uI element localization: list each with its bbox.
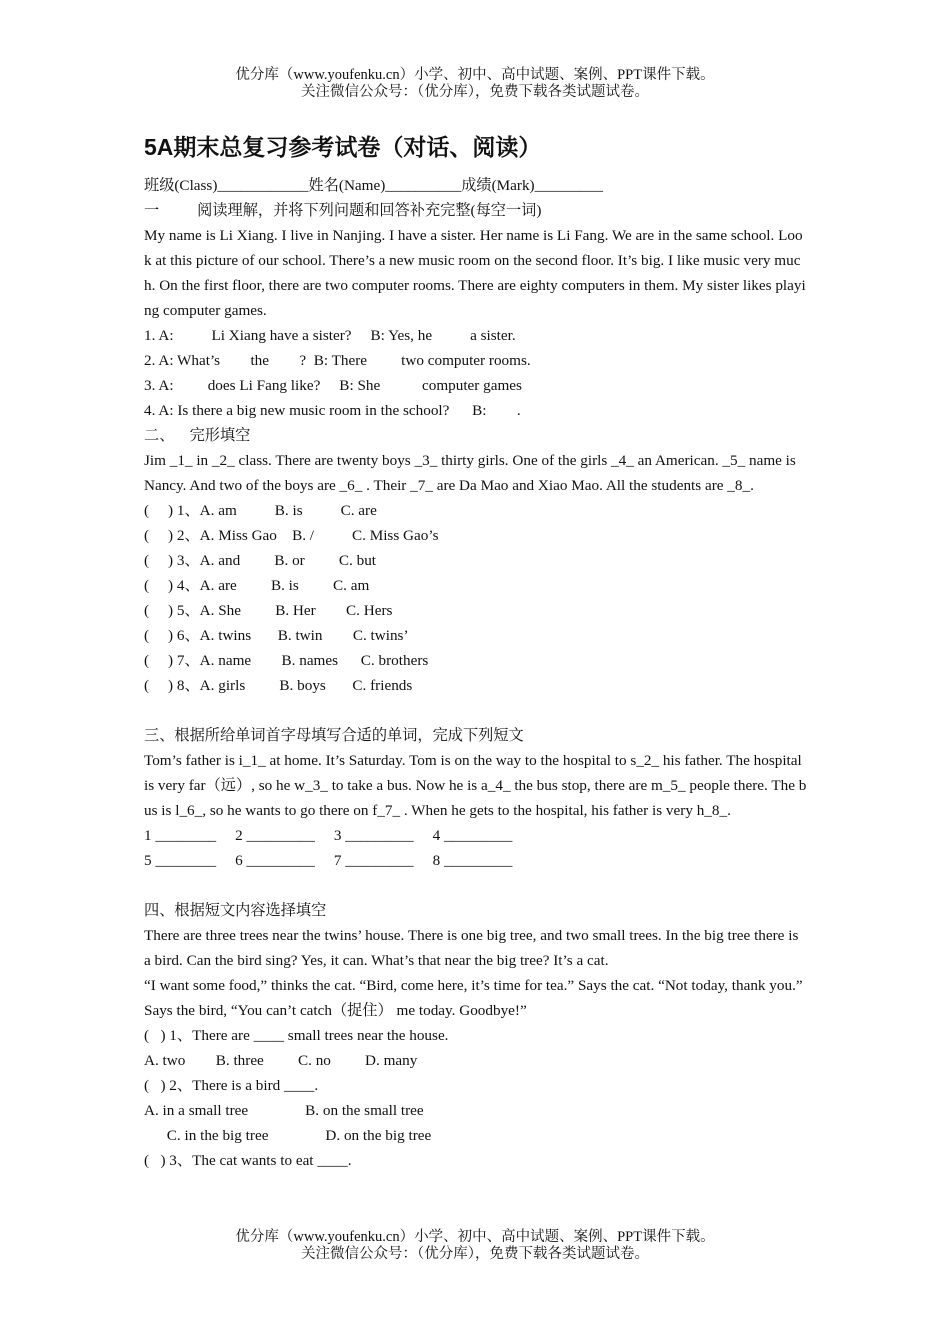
section-2-heading: 二、 完形填空	[144, 427, 251, 444]
section-4-question-1-options: A. two B. three C. no D. many	[144, 1052, 418, 1069]
spacer	[144, 873, 808, 898]
section-4-question-1: ( ) 1、There are ____ small trees near the house.	[144, 1027, 449, 1044]
page-footer	[0, 1229, 950, 1263]
section-3-heading: 三、根据所给单词首字母填写合适的单词，完成下列短文	[144, 727, 524, 744]
header-line-2: 关注微信公众号：（优分库），免费下载各类试题试卷。	[301, 84, 649, 100]
page-title: 5A期末总复习参考试卷（对话、阅读）	[144, 134, 542, 160]
section-4-passage-2: “I want some food,” thinks the cat. “Bird, come here, it’s time for tea.” Says the cat. “Not today, thank you.” Says the bird, “You can’t catch（捉住） me today. Goodbye!”	[144, 977, 803, 1019]
section-2-option: ( ) 4、A. are B. is C. am	[144, 577, 370, 594]
section-4-heading: 四、根据短文内容选择填空	[144, 902, 327, 919]
section-4-question-2-options: C. in the big tree D. on the big tree	[144, 1127, 432, 1144]
section-2-option: ( ) 2、A. Miss Gao B. / C. Miss Gao’s	[144, 527, 439, 544]
spacer	[144, 698, 808, 723]
section-4-question-2: ( ) 2、There is a bird ____.	[144, 1077, 319, 1094]
section-4-passage-1: There are three trees near the twins’ house. There is one big tree, and two small trees. In the big tree there is a bird. Can the bird sing? Yes, it can. What’s that near the big tree? It’s a cat.	[144, 927, 799, 969]
section-1-question: 1. A: Li Xiang have a sister? B: Yes, he a sister.	[144, 327, 516, 344]
section-1-question: 4. A: Is there a big new music room in the school? B: .	[144, 402, 521, 419]
section-2-option: ( ) 5、A. She B. Her C. Hers	[144, 602, 393, 619]
footer-line-2: 关注微信公众号：（优分库），免费下载各类试题试卷。	[301, 1246, 649, 1262]
footer-line-1: 优分库（www.youfenku.cn）小学、初中、高中试题、案例、PPT课件下载。	[235, 1229, 715, 1245]
section-2-option: ( ) 6、A. twins B. twin C. twins’	[144, 627, 409, 644]
section-4-question-3: ( ) 3、The cat wants to eat ____.	[144, 1152, 352, 1169]
section-1-question: 3. A: does Li Fang like? B: She computer games	[144, 377, 522, 394]
section-2-option: ( ) 7、A. name B. names C. brothers	[144, 652, 429, 669]
document-body	[144, 130, 808, 1173]
section-2-option: ( ) 3、A. and B. or C. but	[144, 552, 377, 569]
section-2-passage: Jim _1_ in _2_ class. There are twenty boys _3_ thirty girls. One of the girls _4_ an American. _5_ name is Nancy. And two of the boys are _6_ . Their _7_ are Da Mao and Xiao Mao. All the students are _8_.	[144, 452, 796, 494]
section-3-blanks: 1 ________ 2 _________ 3 _________ 4 _________	[144, 827, 513, 844]
section-1-passage: My name is Li Xiang. I live in Nanjing. I have a sister. Her name is Li Fang. We are in the same school. Look at this picture of our school. There’s a new music room on the second floor. It’s big. I like music very much. On the first floor, there are two computer rooms. There are eighty computers in them. My sister likes playing computer games.	[144, 227, 806, 319]
section-2-option: ( ) 1、A. am B. is C. are	[144, 502, 377, 519]
section-1-question: 2. A: What’s the ? B: There two computer rooms.	[144, 352, 531, 369]
student-info: 班级(Class)____________姓名(Name)__________成绩(Mark)_________	[144, 177, 603, 194]
section-4-question-2-options: A. in a small tree B. on the small tree	[144, 1102, 424, 1119]
header-line-1: 优分库（www.youfenku.cn）小学、初中、高中试题、案例、PPT课件下载。	[235, 67, 715, 83]
section-3-blanks: 5 ________ 6 _________ 7 _________ 8 _________	[144, 852, 513, 869]
page-header	[0, 67, 950, 101]
section-1-heading: 一 阅读理解，并将下列问题和回答补充完整(每空一词)	[144, 202, 542, 219]
section-2-option: ( ) 8、A. girls B. boys C. friends	[144, 677, 413, 694]
section-3-passage: Tom’s father is i_1_ at home. It’s Saturday. Tom is on the way to the hospital to s_2_ his father. The hospital is very far（远）, so he w_3_ to take a bus. Now he is a_4_ the bus stop, there are m_5_ people there. The bus is l_6_, so he wants to go there on f_7_ . When he gets to the hospital, his father is very h_8_.	[144, 752, 807, 819]
